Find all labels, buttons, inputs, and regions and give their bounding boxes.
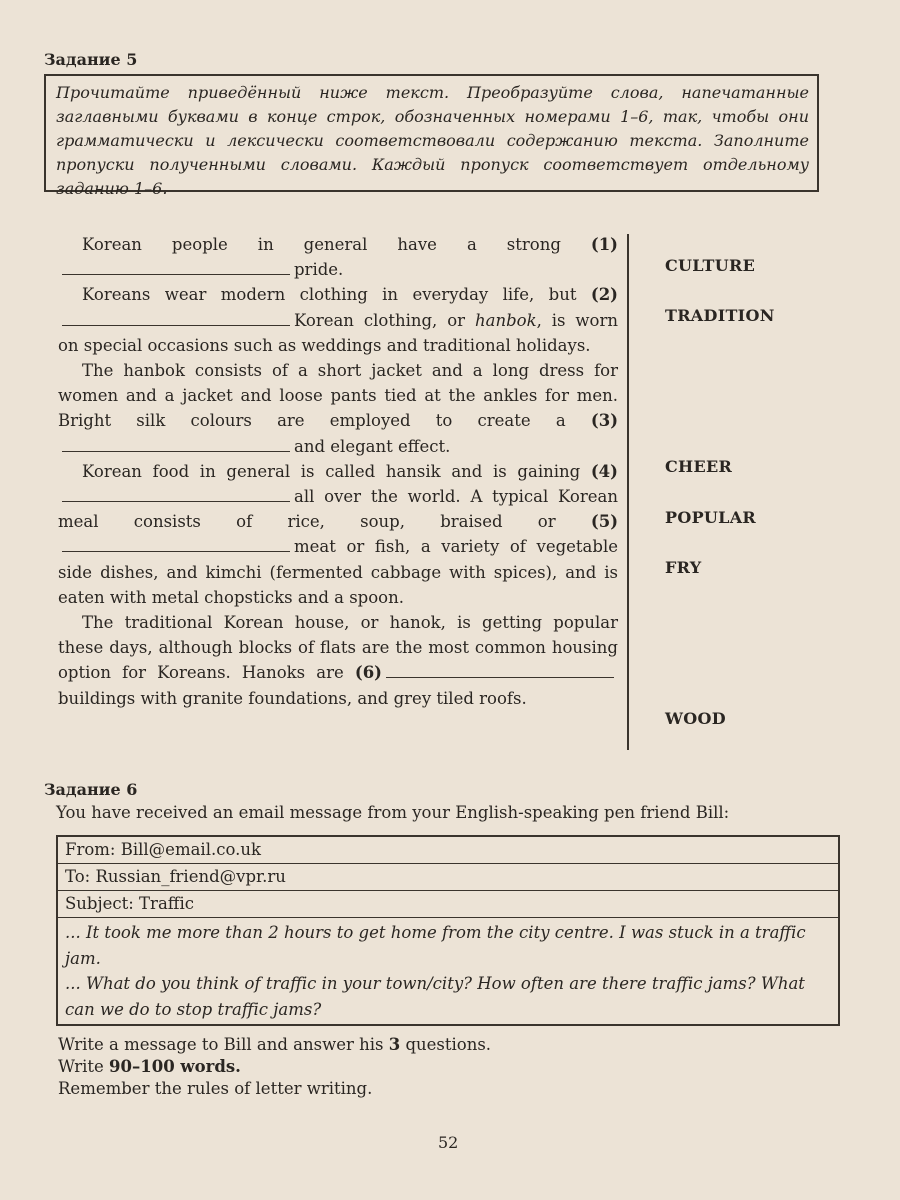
p4-text-a: Korean food in general is called hansik and is gaining: [82, 461, 581, 481]
gap-2-blank[interactable]: [62, 311, 290, 326]
email-subject: Subject: Traffic: [58, 891, 838, 918]
p3-text-a: The hanbok consists of a short jacket and a long dress for women and a jacket and loose pants tied at the ankles for men. Bright silk colours are employed to create a: [58, 361, 618, 431]
p3-text-b: and elegant effect.: [294, 436, 451, 456]
paragraph-5: [58, 610, 618, 711]
gap-5-blank[interactable]: [62, 537, 290, 552]
gap-6-number: (6): [354, 663, 382, 683]
task5-title: Задание 5: [44, 50, 138, 69]
p2-text-a: Koreans wear modern clothing in everyday life, but: [82, 285, 577, 305]
gap-3-number: (3): [590, 411, 619, 431]
task5-instruction: Прочитайте приведённый ниже текст. Преобразуйте слова, напечатанные заглавными буквами в конце строк, обозначенных номерами 1–6, так, чтобы они грамматически и лексически соответствовали содержанию текста. Заполните пропуски полученными словами. Каждый пропуск соответствует отдельному заданию 1–6.: [56, 83, 809, 198]
paragraph-2: [58, 282, 618, 358]
word-culture: CULTURE: [665, 256, 756, 275]
email-body: [58, 918, 838, 1024]
p2-text-b: Korean clothing, or: [294, 310, 466, 330]
task5-text: [58, 232, 618, 711]
page-number: 52: [438, 1133, 459, 1152]
gap-6-blank[interactable]: [386, 663, 614, 678]
gap-1-number: (1): [590, 235, 618, 254]
email-to: To: Russian_friend@vpr.ru: [58, 864, 838, 891]
p4-text-c: meat or fish, a variety of vegetable side dishes, and kimchi (fermented cabbage with spices), and is eaten with metal chopsticks and a spoon.: [58, 537, 618, 607]
p5-text-a: The traditional Korean house, or hanok, is getting popular these days, although blocks of flats are the most common housing option for Koreans. Hanoks are: [58, 613, 618, 683]
email-box: [56, 835, 840, 1026]
instr-line-1-c: questions.: [405, 1035, 492, 1054]
p1-text-a: Korean people in general have a strong: [82, 235, 561, 254]
p4-text-b: all over the world. A typical Korean meal consists of rice, soup, braised or: [58, 487, 618, 532]
instr-line-3: Remember the rules of letter writing.: [58, 1079, 373, 1098]
task5-instruction-box: [44, 74, 819, 198]
gap-1-blank[interactable]: [62, 260, 290, 275]
paragraph-4: [58, 459, 618, 610]
column-divider: [627, 234, 629, 750]
hanbok-word: hanbok: [474, 310, 537, 330]
paragraph-1: [58, 232, 618, 282]
word-tradition: TRADITION: [665, 306, 775, 325]
task6-title: Задание 6: [44, 780, 138, 799]
p1-text-b: pride.: [294, 260, 344, 280]
email-body-line-1: ... It took me more than 2 hours to get home from the city centre. I was stuck in a traffic jam.: [65, 923, 806, 968]
instr-line-2-a: Write: [58, 1057, 104, 1076]
task6-instructions: [58, 1034, 491, 1100]
gap-3-blank[interactable]: [62, 437, 290, 452]
word-popular: POPULAR: [665, 508, 757, 527]
instr-line-2-b: 90–100 words.: [109, 1057, 241, 1076]
email-body-line-2: ... What do you think of traffic in your town/city? How often are there traffic jams? What can we do to stop traffic jams?: [65, 974, 805, 1019]
instr-line-2: [58, 1056, 491, 1078]
p2-text-c: , is worn on special occasions such as weddings and traditional holidays.: [58, 310, 618, 355]
email-from: From: Bill@email.co.uk: [58, 837, 838, 864]
word-wood: WOOD: [665, 709, 726, 728]
word-fry: FRY: [665, 558, 702, 577]
gap-2-number: (2): [590, 285, 618, 305]
word-cheer: CHEER: [665, 457, 733, 476]
task6-intro: You have received an email message from your English-speaking pen friend Bill:: [56, 803, 730, 822]
instr-line-1: [58, 1034, 491, 1056]
paragraph-3: [58, 358, 618, 459]
gap-4-blank[interactable]: [62, 487, 290, 502]
gap-4-number: (4): [590, 461, 618, 481]
gap-5-number: (5): [590, 512, 619, 532]
instr-line-1-a: Write a message to Bill and answer his: [58, 1035, 384, 1054]
p5-text-b: buildings with granite foundations, and grey tiled roofs.: [58, 688, 527, 708]
instr-line-1-b: 3: [388, 1035, 401, 1054]
